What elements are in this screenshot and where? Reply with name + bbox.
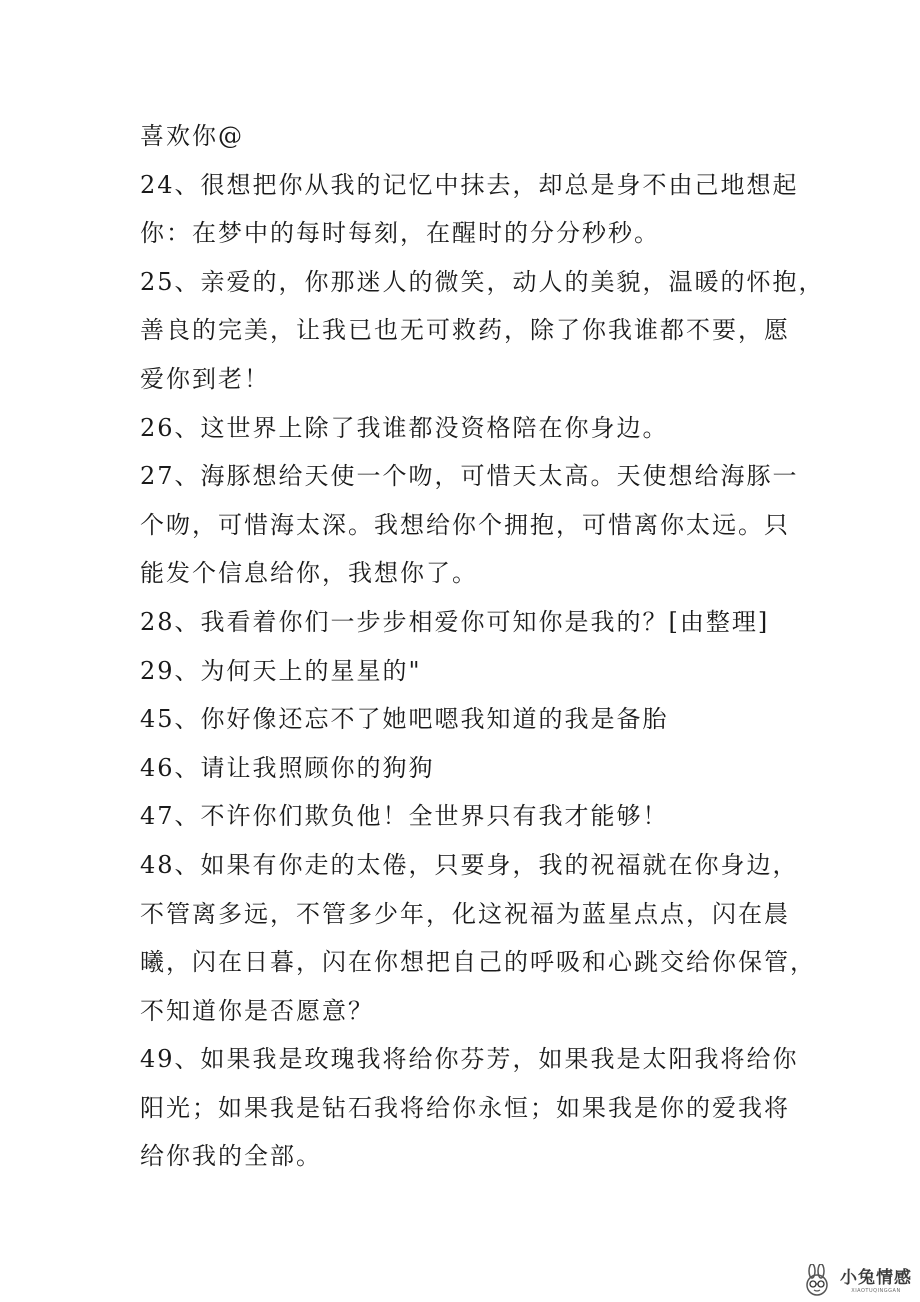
watermark-name: 小兔情感 xyxy=(840,1267,912,1288)
text-line: 善良的完美，让我已也无可救药，除了你我谁都不要，愿 xyxy=(140,316,790,345)
text-line: 不管离多远，不管多少年，化这祝福为蓝星点点，闪在晨 xyxy=(140,899,790,928)
watermark-subtitle: XIAOTUQINGGAN xyxy=(851,1287,901,1294)
text-line: 25、亲爱的，你那迷人的微笑，动人的美貌，温暖的怀抱， xyxy=(140,267,825,296)
text-line: 45、你好像还忘不了她吧嗯我知道的我是备胎 xyxy=(140,705,669,734)
text-line: 不知道你是否愿意？ xyxy=(140,996,374,1025)
rabbit-logo-icon xyxy=(800,1264,834,1298)
text-line: 爱你到老！ xyxy=(140,364,270,393)
text-line: 曦，闪在日暮，闪在你想把自己的呼吸和心跳交给你保管， xyxy=(140,948,816,977)
text-line: 能发个信息给你，我想你了。 xyxy=(140,559,478,588)
text-line: 28、我看着你们一步步相爱你可知你是我的？[由整理] xyxy=(140,607,770,636)
watermark-text xyxy=(840,1268,912,1295)
text-line: 27、海豚想给天使一个吻，可惜天太高。天使想给海豚一 xyxy=(140,462,799,491)
text-line: 48、如果有你走的太倦，只要身，我的祝福就在你身边， xyxy=(140,850,799,879)
text-line: 喜欢你@ xyxy=(140,122,244,150)
text-line: 给你我的全部。 xyxy=(140,1142,322,1171)
text-line: 26、这世界上除了我谁都没资格陪在你身边。 xyxy=(140,413,669,442)
text-line: 你：在梦中的每时每刻，在醒时的分分秒秒。 xyxy=(140,219,660,248)
watermark xyxy=(800,1264,912,1298)
text-line: 49、如果我是玫瑰我将给你芬芳，如果我是太阳我将给你 xyxy=(140,1045,799,1074)
text-line: 46、请让我照顾你的狗狗 xyxy=(140,753,435,782)
text-line: 24、很想把你从我的记忆中抹去，却总是身不由己地想起 xyxy=(140,170,799,199)
text-line: 47、不许你们欺负他！全世界只有我才能够！ xyxy=(140,802,669,831)
text-line: 29、为何天上的星星的" xyxy=(140,656,422,685)
text-line: 阳光；如果我是钻石我将给你永恒；如果我是你的爱我将 xyxy=(140,1093,790,1122)
text-line: 个吻，可惜海太深。我想给你个拥抱，可惜离你太远。只 xyxy=(140,510,790,539)
document-body xyxy=(140,112,825,1181)
